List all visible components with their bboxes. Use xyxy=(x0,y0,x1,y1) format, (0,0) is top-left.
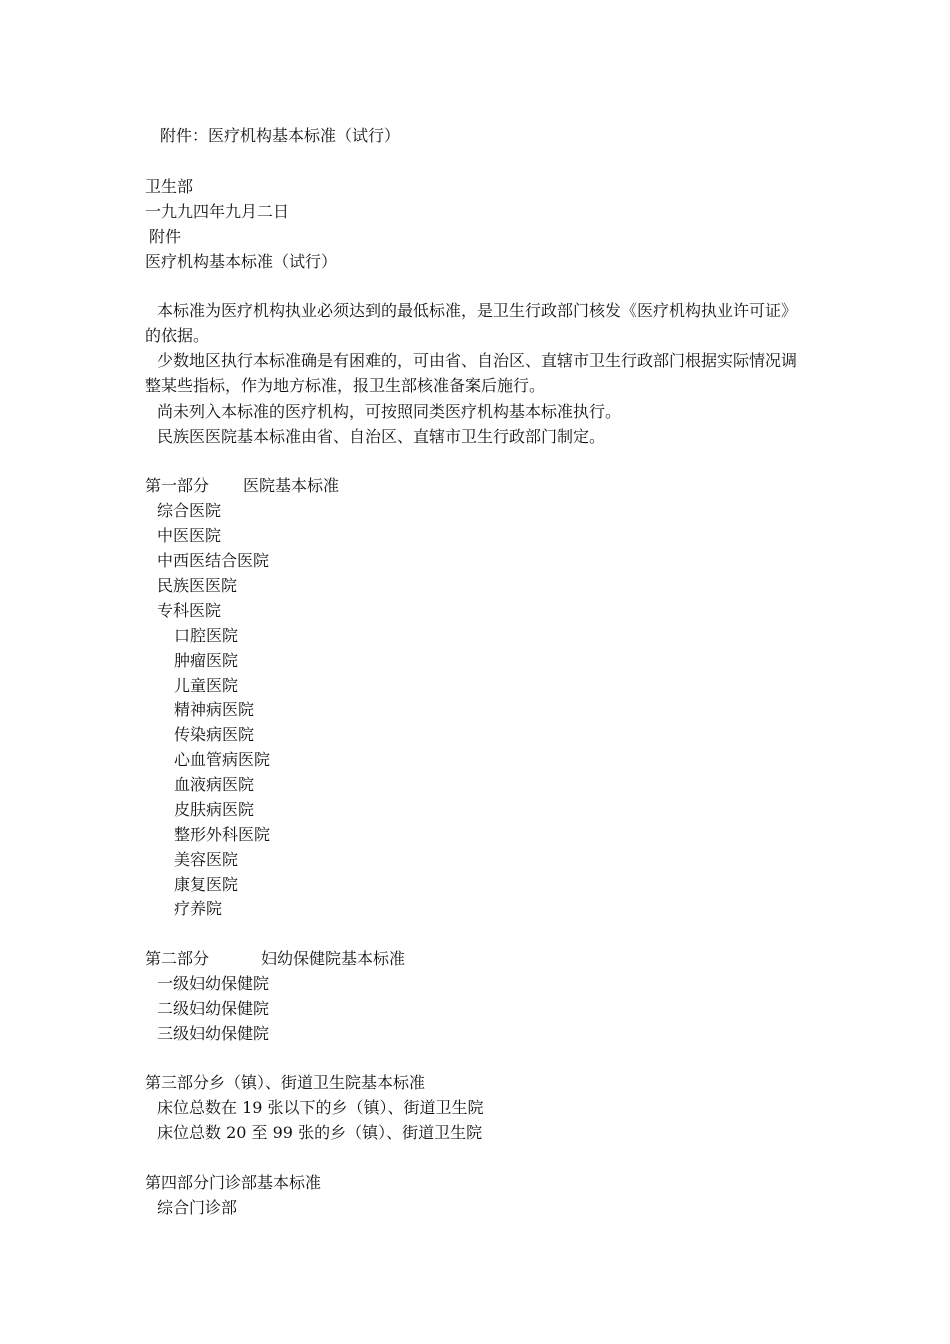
intro-paragraph-4: 民族医医院基本标准由省、自治区、直辖市卫生行政部门制定。 xyxy=(157,427,606,446)
part2-heading xyxy=(145,949,405,969)
part3-item: 床位总数在 19 张以下的乡（镇）、街道卫生院 xyxy=(157,1098,484,1117)
part2-item: 二级妇幼保健院 xyxy=(157,999,270,1018)
specialty-item: 整形外科医院 xyxy=(174,825,271,844)
specialty-item: 传染病医院 xyxy=(174,725,255,744)
intro-paragraph-2: 少数地区执行本标准确是有困难的，可由省、自治区、直辖市卫生行政部门根据实际情况调整某些指标，作为地方标准，报卫生部核准备案后施行。 xyxy=(145,351,798,395)
part1-item: 中西医结合医院 xyxy=(157,551,270,570)
specialty-item: 肿瘤医院 xyxy=(174,651,239,670)
part3-item: 床位总数 20 至 99 张的乡（镇）、街道卫生院 xyxy=(157,1123,483,1142)
specialty-item: 康复医院 xyxy=(174,875,239,894)
specialty-item: 心血管病医院 xyxy=(174,750,271,769)
intro-paragraph-1: 本标准为医疗机构执业必须达到的最低标准，是卫生行政部门核发《医疗机构执业许可证》的依据。 xyxy=(145,301,798,345)
header-attachment-title: 附件：医疗机构基本标准（试行） xyxy=(160,126,401,145)
issue-date: 一九九四年九月二日 xyxy=(145,202,290,221)
part2-title: 妇幼保健院基本标准 xyxy=(261,949,406,968)
part1-item: 综合医院 xyxy=(157,501,222,520)
document-title: 医疗机构基本标准（试行） xyxy=(145,252,338,271)
part2-item: 三级妇幼保健院 xyxy=(157,1024,270,1043)
part4-heading: 第四部分门诊部基本标准 xyxy=(145,1173,322,1192)
specialty-item: 疗养院 xyxy=(174,899,223,918)
part1-heading xyxy=(145,476,339,496)
part4-item: 综合门诊部 xyxy=(157,1198,238,1217)
intro-paragraph-3: 尚未列入本标准的医疗机构，可按照同类医疗机构基本标准执行。 xyxy=(157,402,622,421)
part2-item: 一级妇幼保健院 xyxy=(157,974,270,993)
specialty-item: 精神病医院 xyxy=(174,700,255,719)
part1-item: 民族医医院 xyxy=(157,576,238,595)
specialty-item: 口腔医院 xyxy=(174,626,239,645)
specialty-item: 儿童医院 xyxy=(174,676,239,695)
specialty-item: 美容医院 xyxy=(174,850,239,869)
part1-item: 专科医院 xyxy=(157,601,222,620)
issuer: 卫生部 xyxy=(145,177,194,196)
part1-label: 第一部分 xyxy=(145,476,210,495)
specialty-item: 皮肤病医院 xyxy=(174,800,255,819)
specialty-item: 血液病医院 xyxy=(174,775,255,794)
part3-heading: 第三部分乡（镇）、街道卫生院基本标准 xyxy=(145,1073,426,1092)
part2-label: 第二部分 xyxy=(145,949,210,968)
part1-title: 医院基本标准 xyxy=(243,476,340,495)
part1-item: 中医医院 xyxy=(157,526,222,545)
attachment-label: 附件 xyxy=(149,227,182,246)
